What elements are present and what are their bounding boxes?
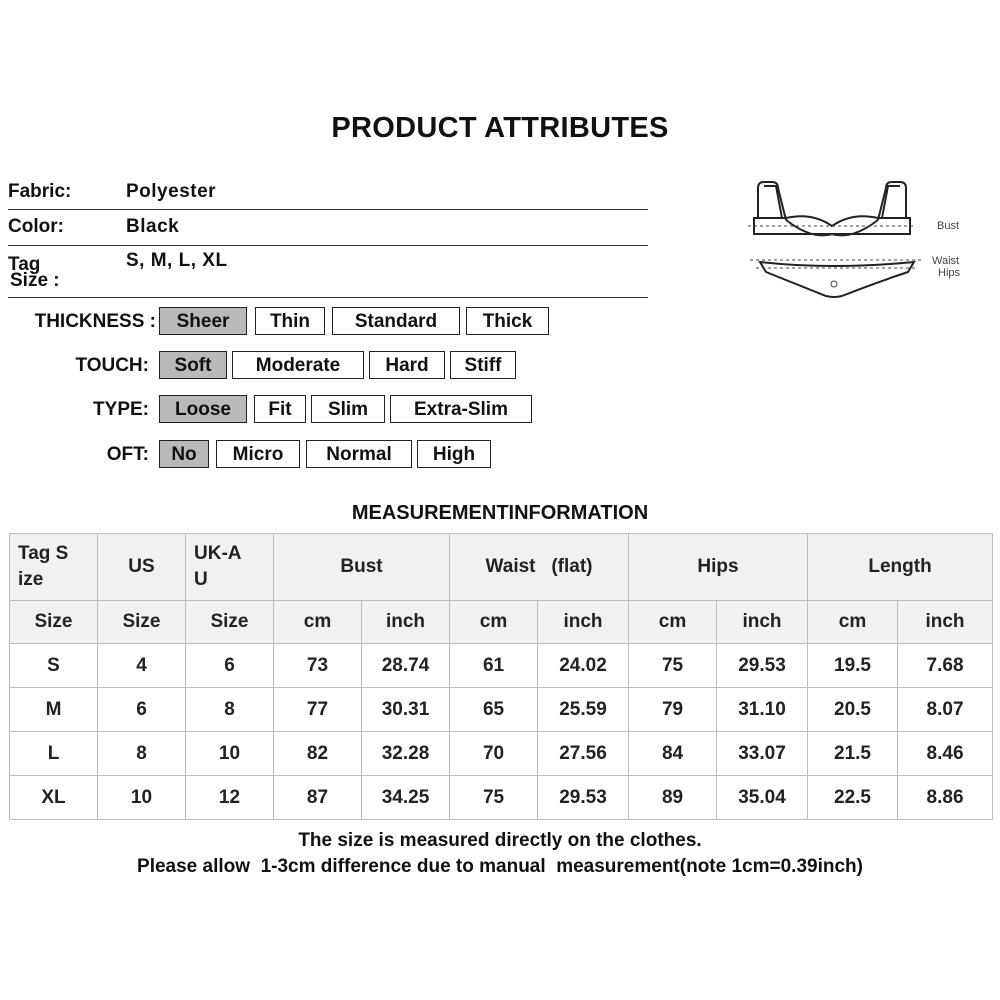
touch-option-moderate: Moderate (232, 351, 364, 379)
subheader-cell: inch (717, 601, 808, 644)
header-tag-size-l1: Tag S (18, 543, 69, 564)
header-length: Length (808, 534, 993, 601)
header-uk-au (186, 534, 274, 601)
table-cell: 8 (98, 732, 186, 776)
table-cell: 65 (450, 688, 538, 732)
table-cell: XL (10, 776, 98, 820)
table-cell: 27.56 (538, 732, 629, 776)
touch-option-soft: Soft (159, 351, 227, 379)
table-cell: 7.68 (898, 644, 993, 688)
subheader-cell: inch (898, 601, 993, 644)
bust-diagram-label: Bust (937, 220, 960, 232)
touch-row (8, 351, 528, 381)
table-row (10, 776, 993, 820)
tag-size-label-2: Size : (10, 270, 60, 291)
touch-option-hard: Hard (369, 351, 445, 379)
table-cell: 35.04 (717, 776, 808, 820)
thickness-row (8, 307, 568, 337)
fabric-label: Fabric: (8, 181, 72, 202)
subheader-cell: cm (450, 601, 538, 644)
subheader-cell: inch (538, 601, 629, 644)
table-cell: 61 (450, 644, 538, 688)
table-cell: 70 (450, 732, 538, 776)
table-row (10, 732, 993, 776)
table-cell: 75 (629, 644, 717, 688)
table-cell: 24.02 (538, 644, 629, 688)
table-cell: 31.10 (717, 688, 808, 732)
divider (8, 209, 648, 210)
header-hips: Hips (629, 534, 808, 601)
oft-option-normal: Normal (306, 440, 412, 468)
table-cell: 8 (186, 688, 274, 732)
table-cell: 22.5 (808, 776, 898, 820)
bottom-outline-icon (760, 262, 914, 297)
tag-size-value: S, M, L, XL (126, 250, 228, 271)
logo-dot (831, 281, 837, 287)
subheader-cell: Size (10, 601, 98, 644)
header-us: US (98, 534, 186, 601)
table-subheader-row (10, 601, 993, 644)
header-bust: Bust (274, 534, 450, 601)
table-cell: 8.86 (898, 776, 993, 820)
thickness-option-thin: Thin (255, 307, 325, 335)
page-title: PRODUCT ATTRIBUTES (331, 112, 669, 144)
table-cell: 73 (274, 644, 362, 688)
table-cell: 10 (98, 776, 186, 820)
table-cell: 33.07 (717, 732, 808, 776)
table-cell: 29.53 (717, 644, 808, 688)
thickness-option-standard: Standard (332, 307, 460, 335)
table-cell: 20.5 (808, 688, 898, 732)
table-cell: 87 (274, 776, 362, 820)
waist-diagram-label: Waist (932, 255, 960, 267)
table-cell: 6 (186, 644, 274, 688)
table-cell: 77 (274, 688, 362, 732)
table-cell: 34.25 (362, 776, 450, 820)
thickness-label: THICKNESS : (34, 311, 156, 332)
table-cell: 30.31 (362, 688, 450, 732)
type-option-loose: Loose (159, 395, 247, 423)
table-cell: S (10, 644, 98, 688)
header-tag-size (10, 534, 98, 601)
table-cell: 79 (629, 688, 717, 732)
table-cell: 29.53 (538, 776, 629, 820)
bikini-diagram (742, 178, 992, 298)
table-cell: 84 (629, 732, 717, 776)
oft-row (8, 440, 508, 470)
type-option-extra-slim: Extra-Slim (390, 395, 532, 423)
table-row (10, 644, 993, 688)
header-uk-au-l1: UK-A (194, 543, 242, 564)
subheader-cell: cm (629, 601, 717, 644)
subheader-cell: Size (186, 601, 274, 644)
note-line-1: The size is measured directly on the clothes. (298, 830, 702, 851)
oft-option-micro: Micro (216, 440, 300, 468)
table-cell: 10 (186, 732, 274, 776)
hips-diagram-label: Hips (938, 267, 961, 279)
size-table (9, 533, 993, 820)
touch-label: TOUCH: (75, 355, 149, 376)
bra-outline-icon (754, 182, 910, 235)
divider (8, 245, 648, 246)
table-cell: 19.5 (808, 644, 898, 688)
thickness-option-sheer: Sheer (159, 307, 247, 335)
table-cell: 21.5 (808, 732, 898, 776)
touch-option-stiff: Stiff (450, 351, 516, 379)
subheader-cell: inch (362, 601, 450, 644)
table-cell: M (10, 688, 98, 732)
table-cell: 32.28 (362, 732, 450, 776)
table-cell: 28.74 (362, 644, 450, 688)
tag-size-label: Tag (8, 254, 41, 275)
color-value: Black (126, 216, 180, 237)
oft-option-no: No (159, 440, 209, 468)
table-cell: 75 (450, 776, 538, 820)
header-waist: Waist (flat) (450, 534, 629, 601)
subheader-cell: cm (808, 601, 898, 644)
note-line-2: Please allow 1-3cm difference due to manual measurement(note 1cm=0.39inch) (137, 856, 863, 877)
table-cell: 8.07 (898, 688, 993, 732)
oft-option-high: High (417, 440, 491, 468)
header-uk-au-l2: U (194, 569, 208, 590)
table-cell: 25.59 (538, 688, 629, 732)
table-cell: L (10, 732, 98, 776)
type-option-fit: Fit (254, 395, 306, 423)
measurement-title: MEASUREMENTINFORMATION (351, 502, 649, 524)
type-row (8, 395, 548, 425)
table-cell: 82 (274, 732, 362, 776)
table-row (10, 688, 993, 732)
oft-label: OFT: (106, 444, 149, 465)
thickness-option-thick: Thick (466, 307, 549, 335)
table-cell: 89 (629, 776, 717, 820)
fabric-value: Polyester (126, 181, 217, 202)
type-label: TYPE: (93, 399, 149, 420)
table-header-row (10, 534, 993, 601)
table-cell: 12 (186, 776, 274, 820)
table-cell: 8.46 (898, 732, 993, 776)
table-cell: 4 (98, 644, 186, 688)
header-tag-size-l2: ize (18, 569, 44, 590)
subheader-cell: Size (98, 601, 186, 644)
color-label: Color: (8, 216, 64, 237)
type-option-slim: Slim (311, 395, 385, 423)
table-body (10, 644, 993, 820)
subheader-cell: cm (274, 601, 362, 644)
table-cell: 6 (98, 688, 186, 732)
divider (8, 297, 648, 298)
